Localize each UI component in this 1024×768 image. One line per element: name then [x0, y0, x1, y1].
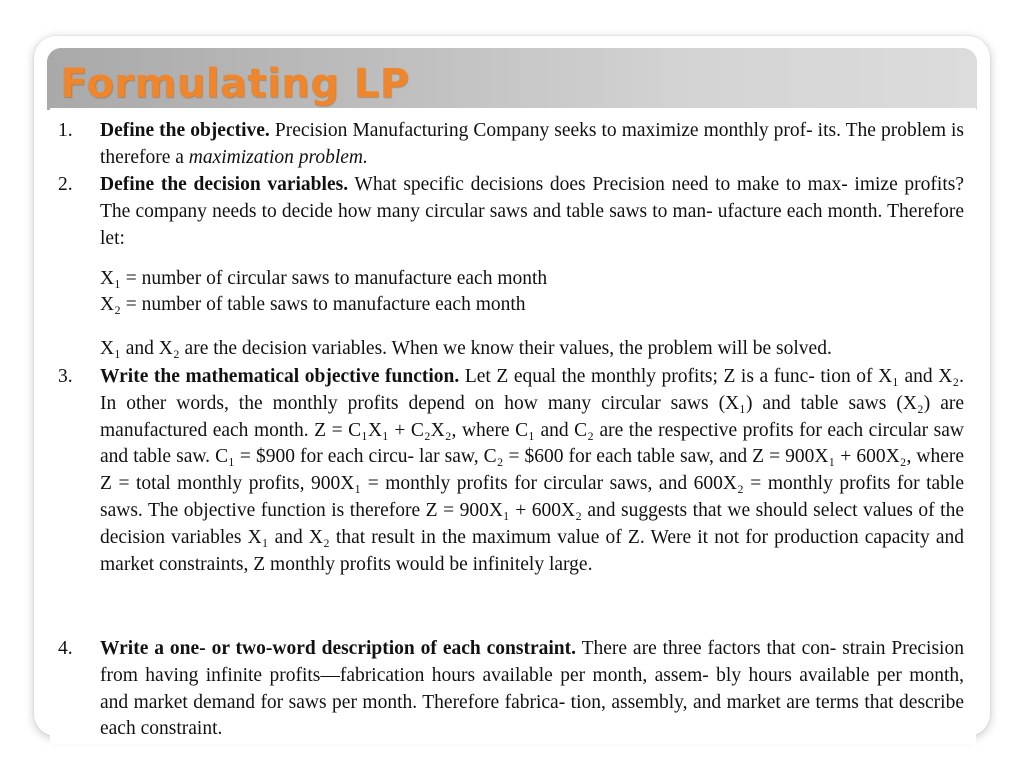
step-body [100, 364, 964, 578]
step-heading: Define the decision variables. [100, 174, 349, 195]
step-number: 2. [58, 174, 73, 195]
definition-x2: X₂ = number of table saws to manufacture each month [100, 294, 526, 315]
content-panel [50, 108, 976, 744]
step-number: 1. [58, 120, 73, 141]
step-text: Let Z equal the monthly profits; Z is a func- tion of X₁ and X₂. In other words, the monthly profits depend on how many circular saws (X₁) and table saws (X₂) are manufactured each month. Z = C₁X₁ + C₂X₂, where C₁ and C₂ are the respective profits for each circular saw and table saw. C₁ = $900 for each circu- lar saw, C₂ = $600 for each table saw, and Z = 900X₁ + 600X₂, where Z = total monthly profits, 900X₁ = monthly profits for circular saws, and 600X₂ = monthly profits for table saws. The objective function is therefore Z = 900X₁ + 600X₂ and suggests that we should select values of the decision variables X₁ and X₂ that result in the maximum value of Z. Were it not for production capacity and market constraints, Z monthly profits would be infinitely large. [100, 366, 964, 575]
step-heading: Write the mathematical objective function. [100, 366, 460, 387]
definition-x1: X₁ = number of circular saws to manufacture each month [100, 268, 548, 289]
step-text: What specific decisions does Precision need to make to max- imize profits? The company needs to decide how many circular saws and table saws to man- ufacture each month. Therefore let: [100, 174, 964, 249]
step-text: There are three factors that con- strain Precision from having infinite profits—fabrication hours available per month, assem- bly hours available per month, and market demand for saws per month. Therefore fabrica- tion, assembly, and market are terms that describe each constraint. [100, 638, 964, 740]
step-text: Precision Manufacturing Company seeks to maximize monthly prof- its. The problem is therefore a [100, 120, 965, 168]
step-body [100, 172, 964, 252]
step-heading: Define the objective. [100, 120, 270, 141]
step-number: 4. [58, 638, 73, 659]
step-emphasis: maximization problem. [188, 146, 368, 168]
step-heading: Write a one- or two-word description of each constraint. [100, 638, 576, 659]
step-number: 3. [58, 366, 73, 387]
step-body [100, 636, 964, 743]
decision-variables-note: X₁ and X₂ are the decision variables. When we know their values, the problem will be solved. [100, 338, 832, 359]
variable-definitions [100, 266, 964, 318]
step-body [100, 118, 964, 172]
slide-title: Formulating LP [60, 61, 410, 107]
